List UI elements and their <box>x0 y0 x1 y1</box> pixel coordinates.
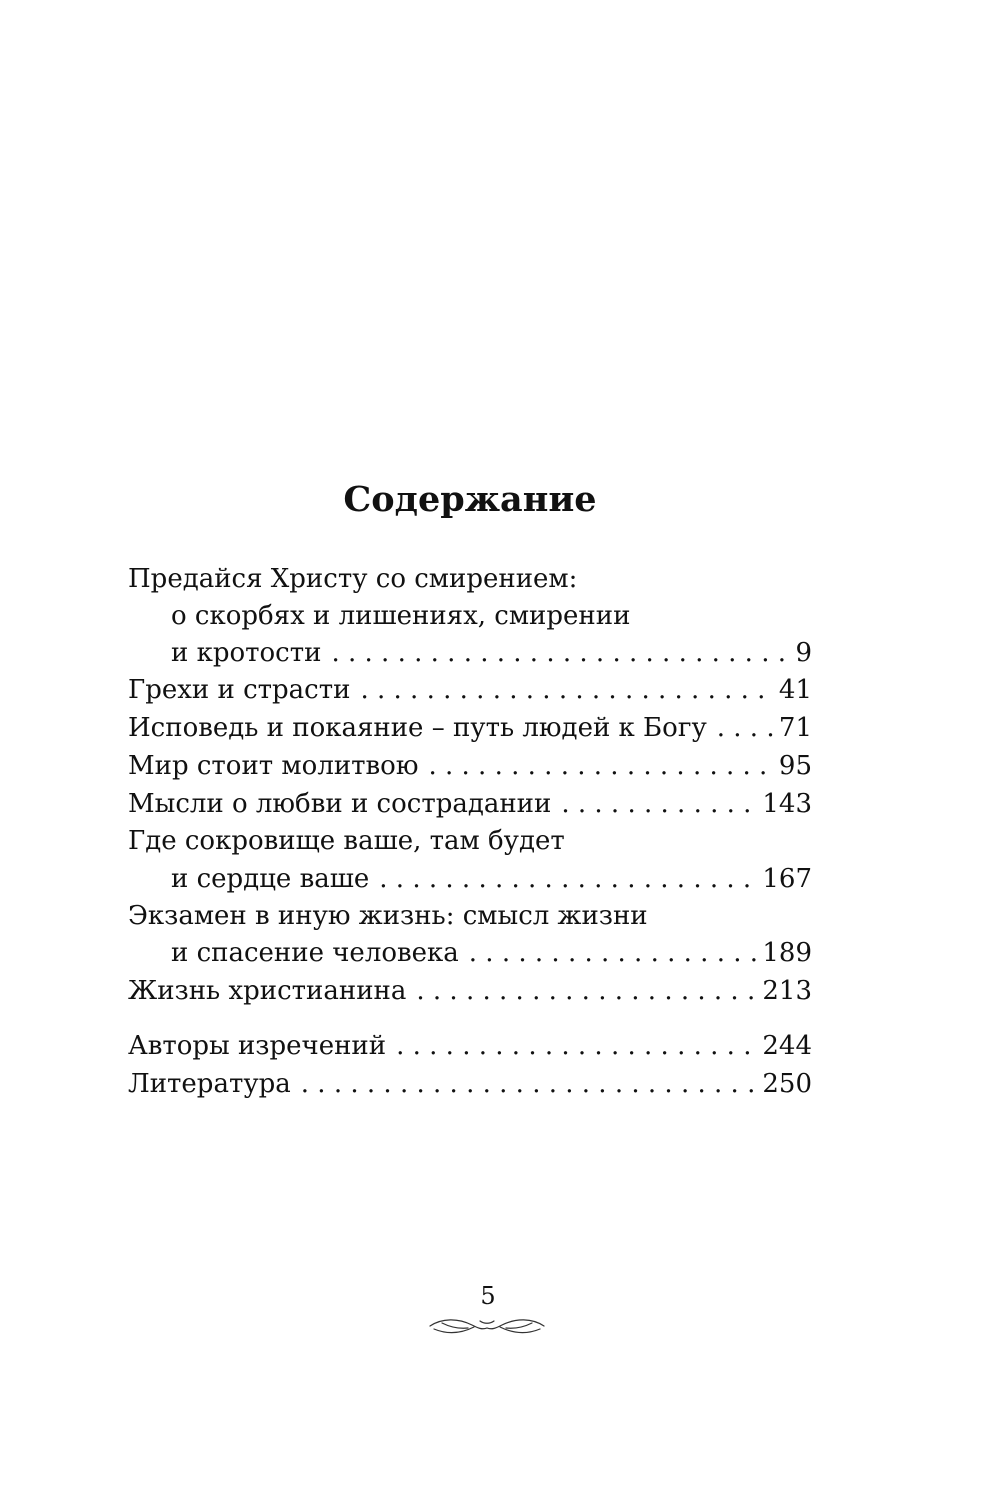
toc-page-number: 71 <box>778 713 812 743</box>
toc-entry-line <box>128 972 812 1010</box>
toc-entry-line <box>128 897 812 935</box>
toc-entry-title: Где сокровище ваше, там будет <box>128 826 565 856</box>
toc-entry-title: Литература <box>128 1069 291 1099</box>
toc-entry-title: Предайся Христу со смирением: <box>128 564 578 594</box>
dot-leader <box>301 1065 759 1103</box>
toc-page-number: 213 <box>762 976 812 1006</box>
dot-leader <box>469 934 759 972</box>
toc-entry-title: о скорбях и лишениях, смирении <box>171 601 631 631</box>
toc-page-number: 41 <box>778 675 812 705</box>
toc-entry-title: Жизнь христианина <box>128 976 407 1006</box>
page-title: Содержание <box>343 479 597 520</box>
dot-leader <box>379 860 758 898</box>
toc-entry-line <box>128 1027 812 1065</box>
toc-entry-title: и сердце ваше <box>171 864 370 894</box>
flourish-ornament-icon <box>428 1314 546 1338</box>
toc-entry-title: Экзамен в иную жизнь: смысл жизни <box>128 901 648 931</box>
toc-entry-line <box>128 747 812 785</box>
toc-page-number: 167 <box>762 864 812 894</box>
toc-page-number: 244 <box>762 1031 812 1061</box>
toc-page-number: 9 <box>795 638 812 668</box>
toc-entry-title: Мир стоит молитвою <box>128 751 419 781</box>
toc-entry-title: Грехи и страсти <box>128 675 351 705</box>
toc-page-number: 250 <box>762 1069 812 1099</box>
dot-leader <box>360 671 774 709</box>
dot-leader <box>396 1027 758 1065</box>
toc-entry-line <box>128 560 812 598</box>
dot-leader <box>416 972 758 1010</box>
toc-page-number: 189 <box>762 938 812 968</box>
toc-page-number: 143 <box>762 789 812 819</box>
toc-entry-line <box>171 860 812 898</box>
page-number: 5 <box>480 1282 496 1310</box>
dot-leader <box>331 634 791 672</box>
toc-entry-line <box>171 634 812 672</box>
toc-entry-line <box>128 785 812 823</box>
toc-entry-title: и спасение человека <box>171 938 459 968</box>
toc-entry-line <box>171 934 812 972</box>
toc-entry-title: Мысли о любви и сострадании <box>128 789 552 819</box>
dot-leader <box>561 785 758 823</box>
toc-entry-line <box>128 822 812 860</box>
toc-entry-line <box>171 597 812 635</box>
toc-entry-title: Исповедь и покаяние – путь людей к Богу <box>128 713 707 743</box>
dot-leader <box>717 709 775 747</box>
toc-entry-title: и кротости <box>171 638 322 668</box>
toc-entry-line <box>128 709 812 747</box>
toc-entry-line <box>128 1065 812 1103</box>
toc-entry-line <box>128 671 812 709</box>
toc-entry-title: Авторы изречений <box>128 1031 387 1061</box>
dot-leader <box>428 747 774 785</box>
toc-page-number: 95 <box>778 751 812 781</box>
